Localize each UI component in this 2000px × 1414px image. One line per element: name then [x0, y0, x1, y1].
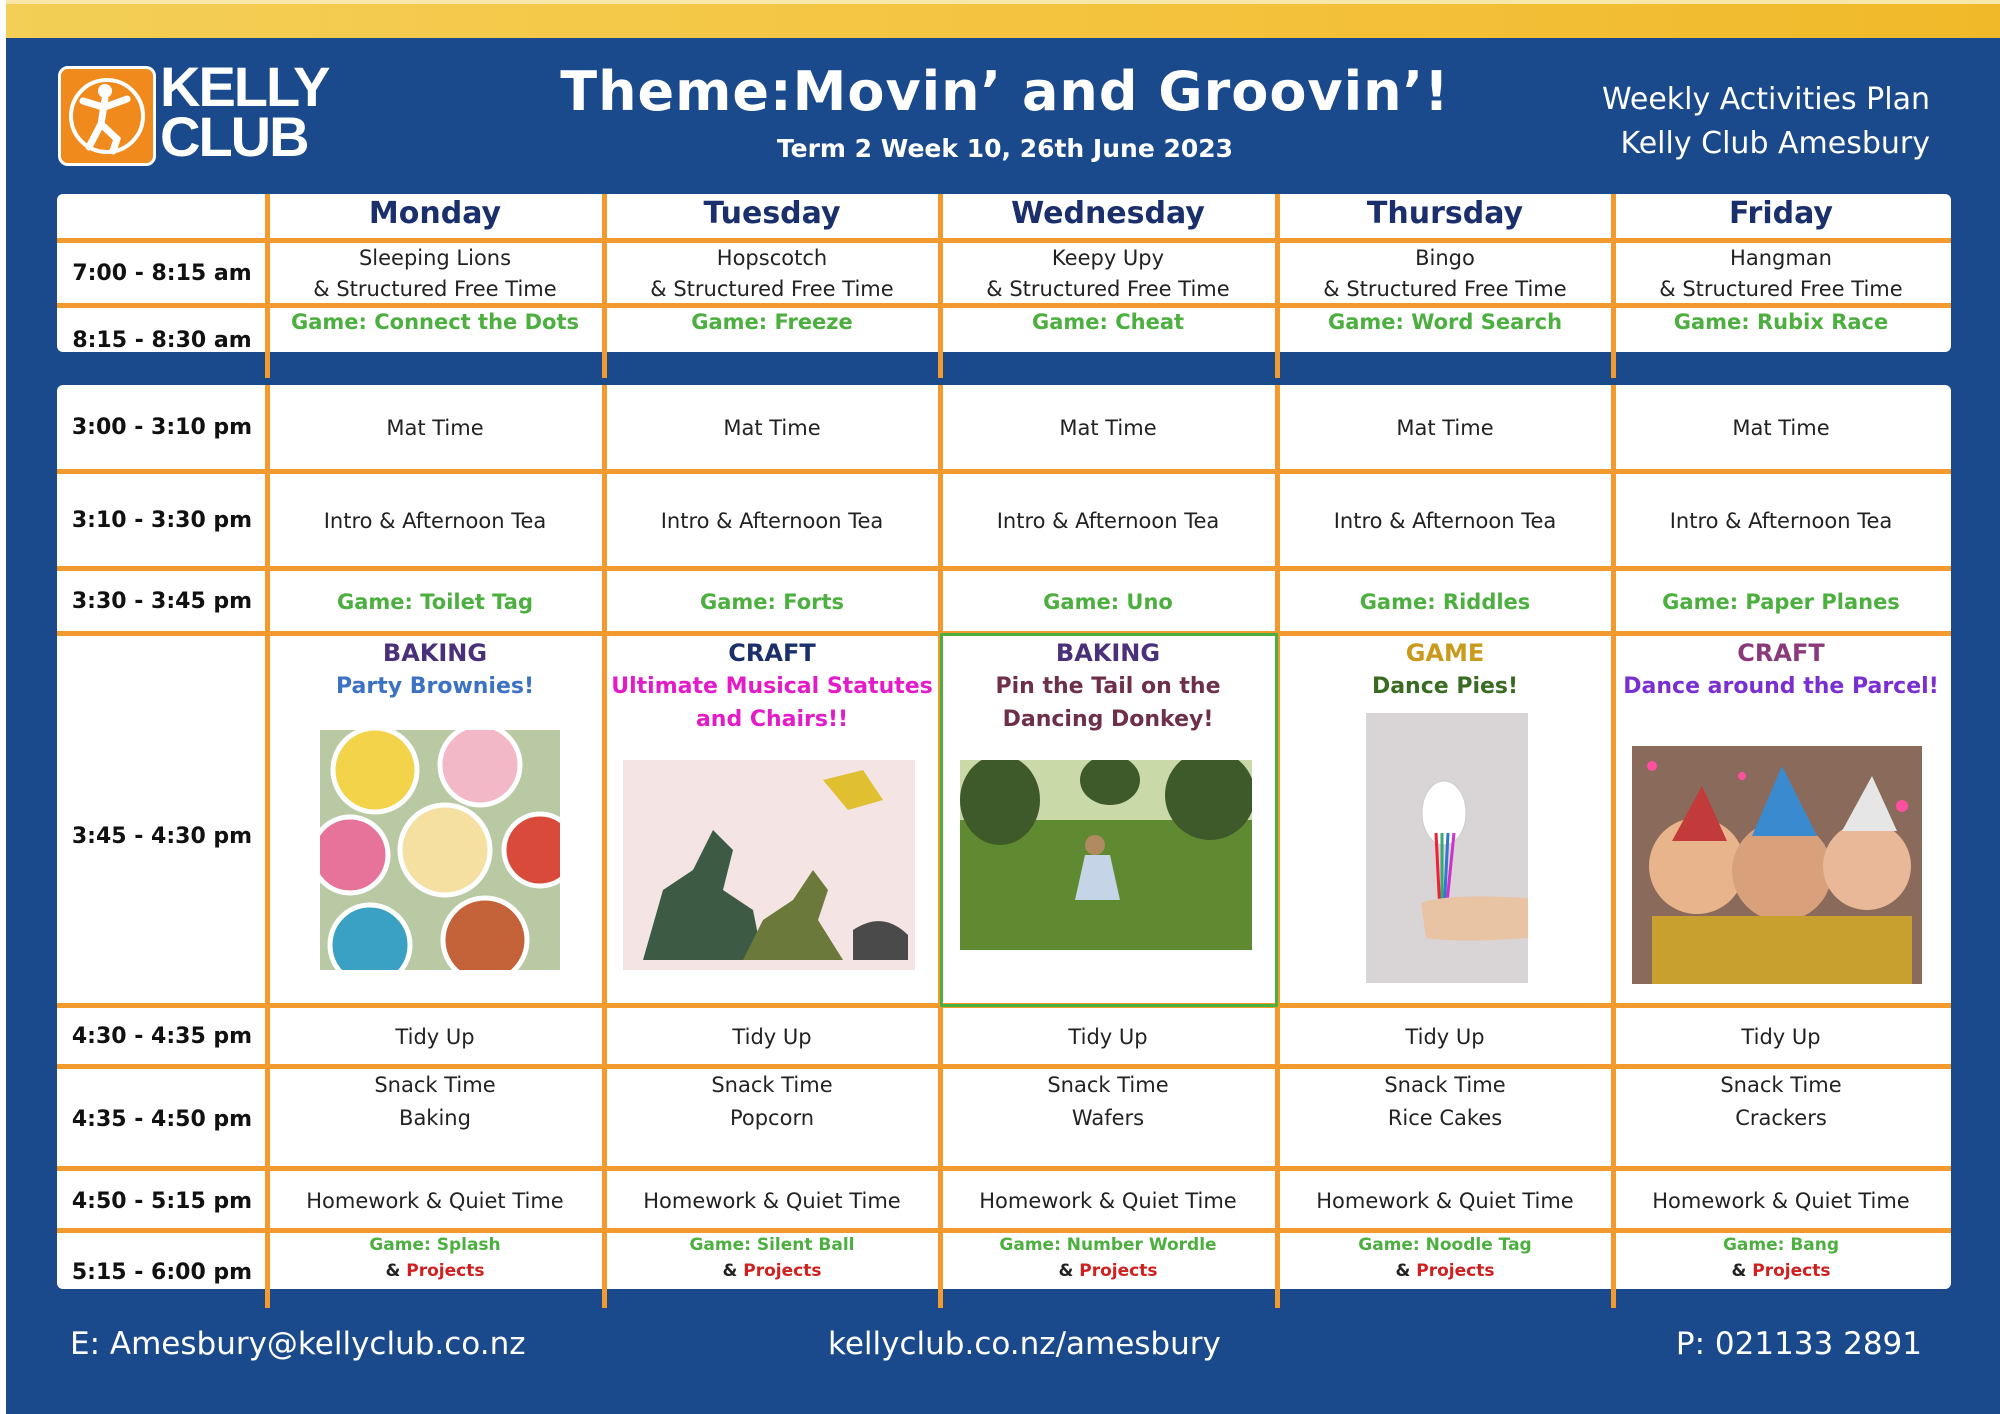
- activity-name: Dance Pies!: [1371, 674, 1519, 699]
- day-header-thursday: Thursday: [1366, 196, 1524, 231]
- grid-line: [265, 352, 270, 378]
- homework-quiet-time: Homework & Quiet Time: [306, 1189, 564, 1213]
- activity-type: CRAFT: [1737, 639, 1825, 667]
- projects-label: Projects: [406, 1261, 485, 1281]
- intro-afternoon-tea: Intro & Afternoon Tea: [323, 509, 547, 533]
- logo-emblem-icon: [58, 66, 156, 166]
- snack-cell-tuesday: [607, 1069, 937, 1135]
- time-slot: 4:35 - 4:50 pm: [71, 1107, 253, 1132]
- tidy-up: Tidy Up: [1405, 1025, 1485, 1049]
- free-time-label: & Structured Free Time: [650, 277, 894, 301]
- evening-cell-thursday: [1280, 1232, 1610, 1284]
- dinosaur-toys-image: [623, 760, 915, 970]
- tidy-up: Tidy Up: [732, 1025, 812, 1049]
- snack-label: Snack Time: [711, 1073, 833, 1097]
- morning-cell-friday: [1616, 243, 1946, 305]
- tidy-up: Tidy Up: [1068, 1025, 1148, 1049]
- homework-quiet-time: Homework & Quiet Time: [979, 1189, 1237, 1213]
- snack-cell-monday: [270, 1069, 600, 1135]
- activity-name: Dance around the Parcel!: [1623, 674, 1939, 699]
- mat-time: Mat Time: [1732, 416, 1830, 440]
- morning-activity: Bingo: [1415, 246, 1475, 270]
- time-slot: 5:15 - 6:00 pm: [71, 1260, 253, 1285]
- girl-dancing-image: [960, 760, 1252, 950]
- projects-label: Projects: [1416, 1261, 1495, 1281]
- grid-line: [1611, 352, 1616, 378]
- evening-cell-tuesday: [607, 1232, 937, 1284]
- morning-game: Game: Freeze: [691, 310, 853, 334]
- afternoon-game: Game: Uno: [1043, 590, 1173, 614]
- footer-website-link[interactable]: kellyclub.co.nz/amesbury: [828, 1326, 1221, 1362]
- homework-quiet-time: Homework & Quiet Time: [1652, 1189, 1910, 1213]
- snack-label: Snack Time: [1720, 1073, 1842, 1097]
- projects-prefix: &: [1395, 1261, 1417, 1281]
- homework-quiet-time: Homework & Quiet Time: [643, 1189, 901, 1213]
- morning-cell-tuesday: [607, 243, 937, 305]
- grid-line: [1275, 352, 1280, 378]
- activity-wednesday: [943, 636, 1273, 736]
- morning-game: Game: Cheat: [1031, 310, 1185, 334]
- projects-label: Projects: [1079, 1261, 1158, 1281]
- activity-tuesday: [607, 636, 937, 736]
- evening-game: Game: Number Wordle: [999, 1235, 1217, 1255]
- grid-line: [602, 352, 607, 378]
- sweets-bowls-image: [320, 730, 560, 970]
- activity-name-line2: Dancing Donkey!: [1002, 707, 1214, 732]
- projects-prefix: &: [385, 1261, 407, 1281]
- day-header-wednesday: Wednesday: [1011, 196, 1205, 231]
- morning-activity: Sleeping Lions: [358, 246, 512, 270]
- snack-cell-wednesday: [943, 1069, 1273, 1135]
- theme-title: Theme:Movin’ and Groovin’!: [560, 60, 1450, 123]
- activity-monday: [270, 636, 600, 703]
- projects-label: Projects: [743, 1261, 822, 1281]
- day-header-monday: Monday: [368, 196, 502, 231]
- evening-cell-wednesday: [943, 1232, 1273, 1284]
- logo-text: [160, 55, 329, 168]
- morning-game: Game: Connect the Dots: [291, 310, 579, 334]
- day-header-tuesday: Tuesday: [703, 196, 841, 231]
- morning-cell-wednesday: [943, 243, 1273, 305]
- morning-game: Game: Rubix Race: [1673, 310, 1889, 334]
- time-slot: 4:50 - 5:15 pm: [71, 1189, 253, 1214]
- time-slot: 8:15 - 8:30 am: [72, 328, 252, 353]
- evening-cell-monday: [270, 1232, 600, 1284]
- snack-item: Popcorn: [729, 1106, 815, 1130]
- plan-title: [1602, 78, 1930, 166]
- snack-cell-thursday: [1280, 1069, 1610, 1135]
- grid-line: [57, 1166, 1951, 1171]
- snack-item: Crackers: [1735, 1106, 1827, 1130]
- mat-time: Mat Time: [723, 416, 821, 440]
- morning-game: Game: Word Search: [1327, 310, 1563, 334]
- evening-cell-friday: [1616, 1232, 1946, 1284]
- tidy-up: Tidy Up: [1741, 1025, 1821, 1049]
- activity-name-line1: Pin the Tail on the: [995, 674, 1221, 699]
- intro-afternoon-tea: Intro & Afternoon Tea: [1333, 509, 1557, 533]
- time-slot: 7:00 - 8:15 am: [72, 261, 252, 286]
- mat-time: Mat Time: [1396, 416, 1494, 440]
- footer-phone: P: 021133 2891: [1675, 1326, 1922, 1362]
- projects-prefix: &: [1058, 1261, 1080, 1281]
- snack-cell-friday: [1616, 1069, 1946, 1135]
- morning-activity: Hangman: [1730, 246, 1832, 270]
- intro-afternoon-tea: Intro & Afternoon Tea: [1669, 509, 1893, 533]
- homework-quiet-time: Homework & Quiet Time: [1316, 1189, 1574, 1213]
- snack-item: Baking: [399, 1106, 471, 1130]
- time-slot: 3:00 - 3:10 pm: [71, 415, 253, 440]
- footer-email-link[interactable]: E: Amesbury@kellyclub.co.nz: [70, 1326, 526, 1362]
- afternoon-game: Game: Forts: [699, 590, 845, 614]
- time-slot: 3:10 - 3:30 pm: [71, 508, 253, 533]
- activity-name-line1: Ultimate Musical Statutes: [611, 674, 933, 699]
- snack-item: Wafers: [1071, 1106, 1145, 1130]
- time-slot: 4:30 - 4:35 pm: [71, 1024, 253, 1049]
- top-accent-bar: [6, 0, 2000, 38]
- free-time-label: & Structured Free Time: [1323, 277, 1567, 301]
- afternoon-game: Game: Riddles: [1359, 590, 1531, 614]
- projects-label: Projects: [1752, 1261, 1831, 1281]
- activity-type: GAME: [1405, 639, 1485, 667]
- plan-title-line2: Kelly Club Amesbury: [1620, 126, 1930, 161]
- activity-type: CRAFT: [728, 639, 816, 667]
- activity-friday: [1616, 636, 1946, 703]
- mat-time: Mat Time: [1059, 416, 1157, 440]
- free-time-label: & Structured Free Time: [1659, 277, 1903, 301]
- morning-cell-monday: [270, 243, 600, 305]
- logo-text-line2: CLUB: [160, 105, 308, 168]
- evening-game: Game: Silent Ball: [689, 1235, 855, 1255]
- mat-time: Mat Time: [386, 416, 484, 440]
- party-kids-image: [1632, 746, 1922, 984]
- morning-activity: Keepy Upy: [1051, 246, 1165, 270]
- plan-title-line1: Weekly Activities Plan: [1601, 82, 1930, 117]
- activity-name: Party Brownies!: [335, 674, 535, 699]
- activity-type: BAKING: [1055, 639, 1161, 667]
- table-gap: [57, 352, 1951, 385]
- evening-game: Game: Bang: [1722, 1235, 1840, 1255]
- evening-game: Game: Splash: [369, 1235, 501, 1255]
- grid-line: [938, 352, 943, 378]
- intro-afternoon-tea: Intro & Afternoon Tea: [996, 509, 1220, 533]
- free-time-label: & Structured Free Time: [986, 277, 1230, 301]
- tidy-up: Tidy Up: [395, 1025, 475, 1049]
- day-header-friday: Friday: [1728, 196, 1833, 231]
- snack-label: Snack Time: [374, 1073, 496, 1097]
- projects-prefix: &: [722, 1261, 744, 1281]
- evening-game: Game: Noodle Tag: [1358, 1235, 1532, 1255]
- activity-thursday: [1280, 636, 1610, 703]
- afternoon-game: Game: Toilet Tag: [336, 590, 533, 614]
- activity-name-line2: and Chairs!!: [695, 707, 849, 732]
- logo-text-line1: KELLY: [160, 55, 329, 118]
- morning-activity: Hopscotch: [716, 246, 828, 270]
- snack-label: Snack Time: [1047, 1073, 1169, 1097]
- grid-line: [57, 566, 1951, 571]
- afternoon-game: Game: Paper Planes: [1662, 590, 1900, 614]
- projects-prefix: &: [1731, 1261, 1753, 1281]
- term-subtitle: Term 2 Week 10, 26th June 2023: [776, 134, 1234, 163]
- snack-label: Snack Time: [1384, 1073, 1506, 1097]
- snack-item: Rice Cakes: [1387, 1106, 1503, 1130]
- time-slot: 3:45 - 4:30 pm: [71, 824, 253, 849]
- whisk-hand-image: [1366, 713, 1528, 983]
- time-slot: 3:30 - 3:45 pm: [71, 589, 253, 614]
- grid-line: [57, 469, 1951, 474]
- activity-type: BAKING: [382, 639, 488, 667]
- intro-afternoon-tea: Intro & Afternoon Tea: [660, 509, 884, 533]
- morning-cell-thursday: [1280, 243, 1610, 305]
- free-time-label: & Structured Free Time: [313, 277, 557, 301]
- kelly-club-logo: [58, 55, 329, 170]
